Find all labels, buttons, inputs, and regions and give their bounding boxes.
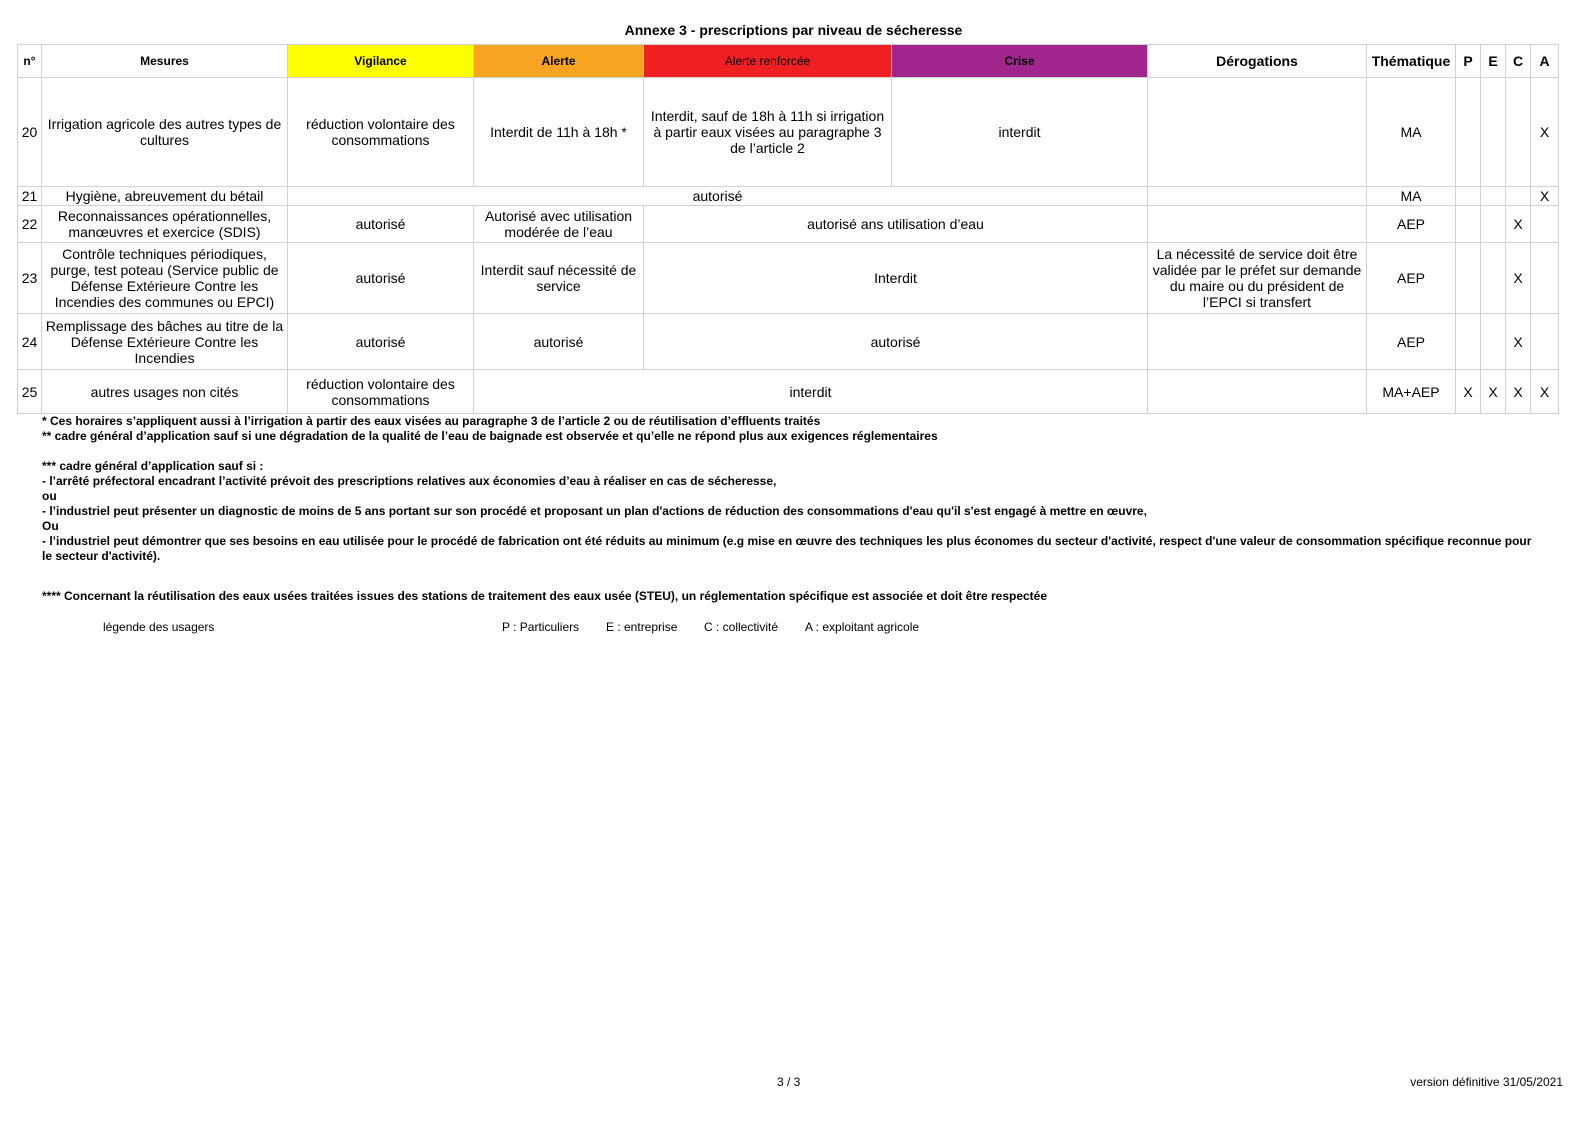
header-row (18, 45, 1559, 78)
cell-c: X (1506, 370, 1531, 414)
cell-crise: interdit (892, 78, 1148, 187)
page-number: 3 / 3 (777, 1075, 801, 1089)
cell-p (1456, 187, 1481, 206)
cell-c (1506, 187, 1531, 206)
row-mesure: Contrôle techniques périodiques, purge, test poteau (Service public de Défense Extérieure Contre les Incendies des communes ou EPCI) (42, 243, 288, 314)
cell-derogations (1148, 78, 1367, 187)
cell-alerte: Interdit sauf nécessité de service (474, 243, 644, 314)
table-row (18, 314, 1559, 370)
cell-c: X (1506, 243, 1531, 314)
table-row (18, 187, 1559, 206)
footnote-3-item: - l’industriel peut démontrer que ses besoins en eau utilisée pour le procédé de fabrication ont été réduits au minimum (e.g mise en œuvre des techniques les plus économes du secteur d'activité, respect d'une valeur de consommation spécifique reconnue pour le secteur d'activité). (42, 534, 1532, 563)
cell-vigilance: autorisé (288, 314, 474, 370)
header-thematique: Thématique (1367, 45, 1456, 78)
cell-derogations (1148, 187, 1367, 206)
legend-c: C : collectivité (704, 620, 779, 634)
table-row (18, 243, 1559, 314)
cell-e (1481, 314, 1506, 370)
table-row (18, 78, 1559, 187)
header-p: P (1456, 45, 1481, 78)
header-a: A (1531, 45, 1559, 78)
cell-alerte-renforcee: Interdit, sauf de 18h à 11h si irrigation à partir eaux visées au paragraphe 3 de l’article 2 (644, 78, 892, 187)
cell-e (1481, 206, 1506, 243)
legend-label: légende des usagers (103, 620, 215, 634)
cell-c: X (1506, 206, 1531, 243)
table-row (18, 206, 1559, 243)
cell-thematique: AEP (1367, 206, 1456, 243)
cell-all-levels: autorisé (288, 187, 1148, 206)
row-num: 25 (18, 370, 42, 414)
row-num: 23 (18, 243, 42, 314)
footnote-1: * Ces horaires s’appliquent aussi à l’irrigation à partir des eaux visées au paragraphe 3 de l’article 2 ou de réutilisation d’effluents traités (42, 414, 821, 428)
cell-alerte: Autorisé avec utilisation modérée de l’eau (474, 206, 644, 243)
cell-a (1531, 206, 1559, 243)
footnote-4: **** Concernant la réutilisation des eaux usées traitées issues des stations de traitement des eaux usée (STEU), un réglementation spécifique est associée et doit être respectée (42, 589, 1048, 603)
cell-thematique: MA (1367, 187, 1456, 206)
table-row (18, 370, 1559, 414)
cell-vigilance: autorisé (288, 243, 474, 314)
cell-thematique: MA+AEP (1367, 370, 1456, 414)
cell-alerte: Interdit de 11h à 18h * (474, 78, 644, 187)
cell-renforcee-crise: Interdit (644, 243, 1148, 314)
row-mesure: Hygiène, abreuvement du bétail (42, 187, 288, 206)
cell-p (1456, 206, 1481, 243)
legend-a: A : exploitant agricole (805, 620, 920, 634)
cell-a (1531, 243, 1559, 314)
header-alerte-renforcee: Alerte renforcée (644, 45, 892, 78)
footnote-3-item: - l’arrêté préfectoral encadrant l’activité prévoit des prescriptions relatives aux économies d’eau à réaliser en cas de sécheresse, (42, 474, 777, 488)
cell-renforcee-crise: autorisé (644, 314, 1148, 370)
cell-vigilance: autorisé (288, 206, 474, 243)
row-num: 22 (18, 206, 42, 243)
cell-p (1456, 314, 1481, 370)
cell-alerte: autorisé (474, 314, 644, 370)
header-alerte: Alerte (474, 45, 644, 78)
cell-derogations (1148, 206, 1367, 243)
cell-p (1456, 78, 1481, 187)
row-num: 24 (18, 314, 42, 370)
cell-p (1456, 243, 1481, 314)
cell-e: X (1481, 370, 1506, 414)
cell-p: X (1456, 370, 1481, 414)
row-num: 21 (18, 187, 42, 206)
header-derogations: Dérogations (1148, 45, 1367, 78)
cell-c (1506, 78, 1531, 187)
cell-e (1481, 78, 1506, 187)
cell-a: X (1531, 187, 1559, 206)
cell-a: X (1531, 78, 1559, 187)
header-e: E (1481, 45, 1506, 78)
cell-derogations (1148, 314, 1367, 370)
cell-thematique: AEP (1367, 314, 1456, 370)
cell-vigilance: réduction volontaire des consommations (288, 78, 474, 187)
cell-renforcee-crise: autorisé ans utilisation d’eau (644, 206, 1148, 243)
row-mesure: Reconnaissances opérationnelles, manœuvres et exercice (SDIS) (42, 206, 288, 243)
cell-vigilance: réduction volontaire des consommations (288, 370, 474, 414)
footnotes (42, 414, 1542, 604)
cell-e (1481, 187, 1506, 206)
footnote-2: ** cadre général d’application sauf si une dégradation de la qualité de l’eau de baignade est observée et qu’elle ne répond plus aux exigences réglementaires (42, 429, 938, 443)
cell-a (1531, 314, 1559, 370)
cell-derogations: La nécessité de service doit être validée par le préfet sur demande du maire ou du président de l’EPCI si transfert (1148, 243, 1367, 314)
header-vigilance: Vigilance (288, 45, 474, 78)
cell-derogations (1148, 370, 1367, 414)
row-mesure: Remplissage des bâches au titre de la Défense Extérieure Contre les Incendies (42, 314, 288, 370)
header-num: n° (18, 45, 42, 78)
cell-e (1481, 243, 1506, 314)
version-label: version définitive 31/05/2021 (1410, 1075, 1563, 1089)
cell-c: X (1506, 314, 1531, 370)
row-num: 20 (18, 78, 42, 187)
cell-thematique: MA (1367, 78, 1456, 187)
footnote-3-or: Ou (42, 519, 59, 533)
header-mesures: Mesures (42, 45, 288, 78)
footnote-3-or: ou (42, 489, 57, 503)
cell-alerte-to-crise: interdit (474, 370, 1148, 414)
prescriptions-table (17, 44, 1559, 414)
legend-p: P : Particuliers (502, 620, 580, 634)
row-mesure: Irrigation agricole des autres types de cultures (42, 78, 288, 187)
legend-e: E : entreprise (606, 620, 678, 634)
footnote-3-item: - l’industriel peut présenter un diagnostic de moins de 5 ans portant sur son procédé et proposant un plan d'actions de réduction des consommations d'eau qu'il s'est engagé à mettre en œuvre, (42, 504, 1147, 518)
cell-thematique: AEP (1367, 243, 1456, 314)
cell-a: X (1531, 370, 1559, 414)
row-mesure: autres usages non cités (42, 370, 288, 414)
footnote-3: *** cadre général d’application sauf si : (42, 459, 264, 473)
header-crise: Crise (892, 45, 1148, 78)
header-c: C (1506, 45, 1531, 78)
page-title: Annexe 3 - prescriptions par niveau de sécheresse (624, 22, 963, 38)
